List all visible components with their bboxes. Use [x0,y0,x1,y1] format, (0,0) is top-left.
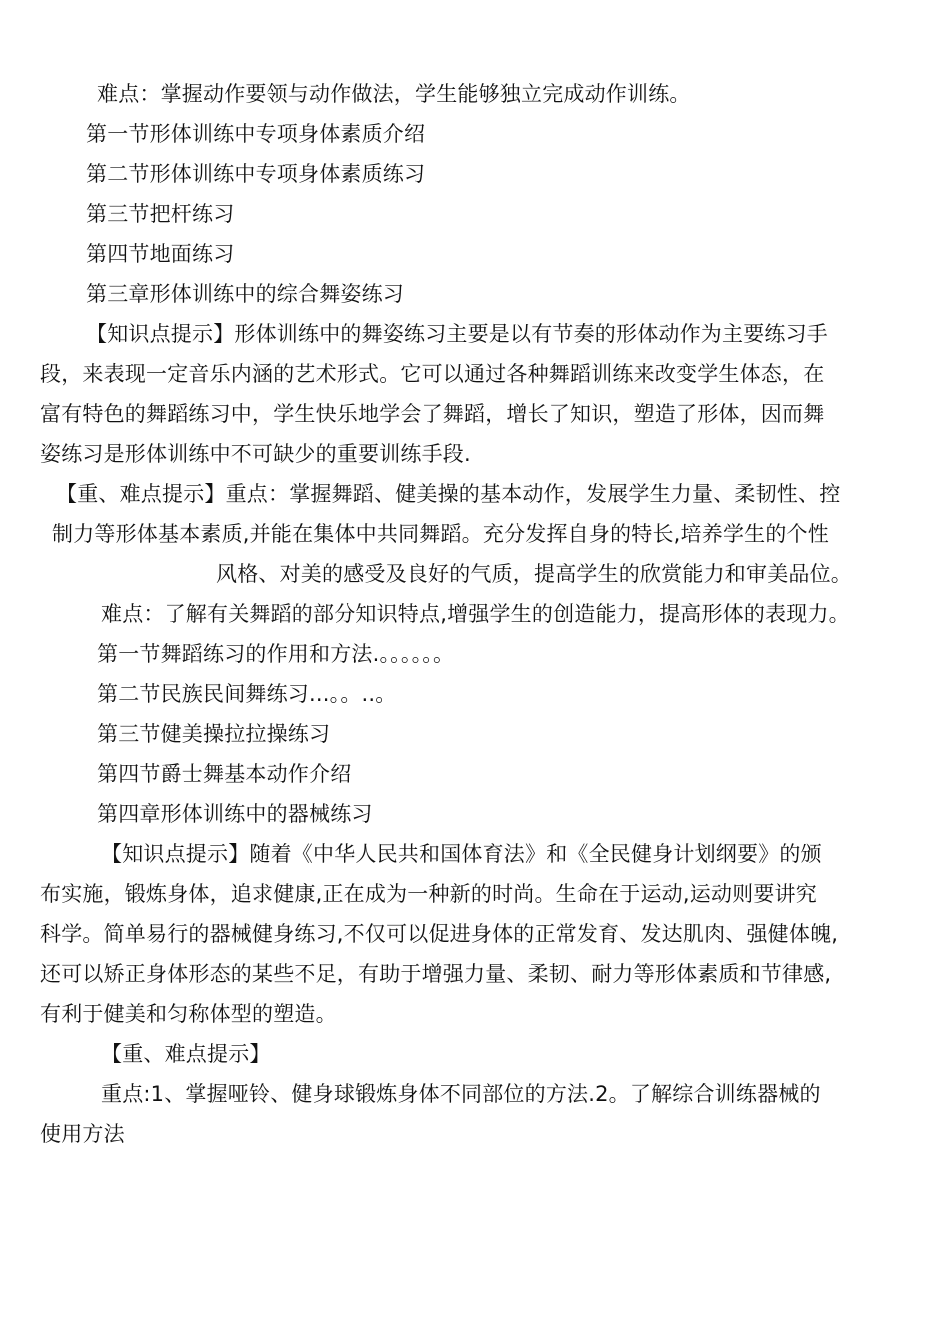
paragraph-line: 风格、对美的感受及良好的气质，提高学生的欣赏能力和审美品位。 [216,562,852,586]
paragraph-line: 【重、难点提示】重点：掌握舞蹈、健美操的基本动作，发展学生力量、柔韧性、控 [56,482,841,506]
paragraph-line: 段，来表现一定音乐内涵的艺术形式。它可以通过各种舞蹈训练来改变学生体态，在 [40,362,825,386]
paragraph-line: 科学。简单易行的器械健身练习,不仅可以促进身体的正常发育、发达肌肉、强健体魄, [40,922,839,946]
paragraph-line: 姿练习是形体训练中不可缺少的重要训练手段. [40,442,471,466]
section-heading: 第一节舞蹈练习的作用和方法.。。。。。。 [97,642,455,666]
paragraph-line: 有利于健美和匀称体型的塑造。 [40,1002,337,1026]
paragraph-line: 布实施，锻炼身体，追求健康,正在成为一种新的时尚。生命在于运动,运动则要讲究 [40,882,817,906]
section-heading: 第二节形体训练中专项身体素质练习 [86,162,426,186]
paragraph-line: 【知识点提示】随着《中华人民共和国体育法》和《全民健身计划纲要》的颁 [101,842,822,866]
chapter-heading: 第四章形体训练中的器械练习 [97,802,373,826]
paragraph-line: 使用方法 [40,1122,125,1146]
section-heading: 第三节把杆练习 [86,202,235,226]
text-line: 难点：掌握动作要领与动作做法，学生能够独立完成动作训练。 [97,82,691,106]
subheading: 【重、难点提示】 [101,1042,271,1066]
chapter-heading: 第三章形体训练中的综合舞姿练习 [86,282,404,306]
section-heading: 第三节健美操拉拉操练习 [97,722,331,746]
section-heading: 第二节民族民间舞练习...。。..。 [97,682,397,706]
paragraph-line: 难点：了解有关舞蹈的部分知识特点,增强学生的创造能力，提高形体的表现力。 [101,602,850,626]
paragraph-line: 【知识点提示】形体训练中的舞姿练习主要是以有节奏的形体动作为主要练习手 [86,322,828,346]
paragraph-line: 重点:1、掌握哑铃、健身球锻炼身体不同部位的方法.2。了解综合训练器械的 [101,1082,821,1106]
section-heading: 第一节形体训练中专项身体素质介绍 [86,122,426,146]
section-heading: 第四节地面练习 [86,242,235,266]
paragraph-line: 制力等形体基本素质,并能在集体中共同舞蹈。充分发挥自身的特长,培养学生的个性 [52,522,829,546]
paragraph-line: 富有特色的舞蹈练习中，学生快乐地学会了舞蹈，增长了知识，塑造了形体，因而舞 [40,402,825,426]
paragraph-line: 还可以矫正身体形态的某些不足，有助于增强力量、柔韧、耐力等形体素质和节律感, [40,962,832,986]
section-heading: 第四节爵士舞基本动作介绍 [97,762,352,786]
